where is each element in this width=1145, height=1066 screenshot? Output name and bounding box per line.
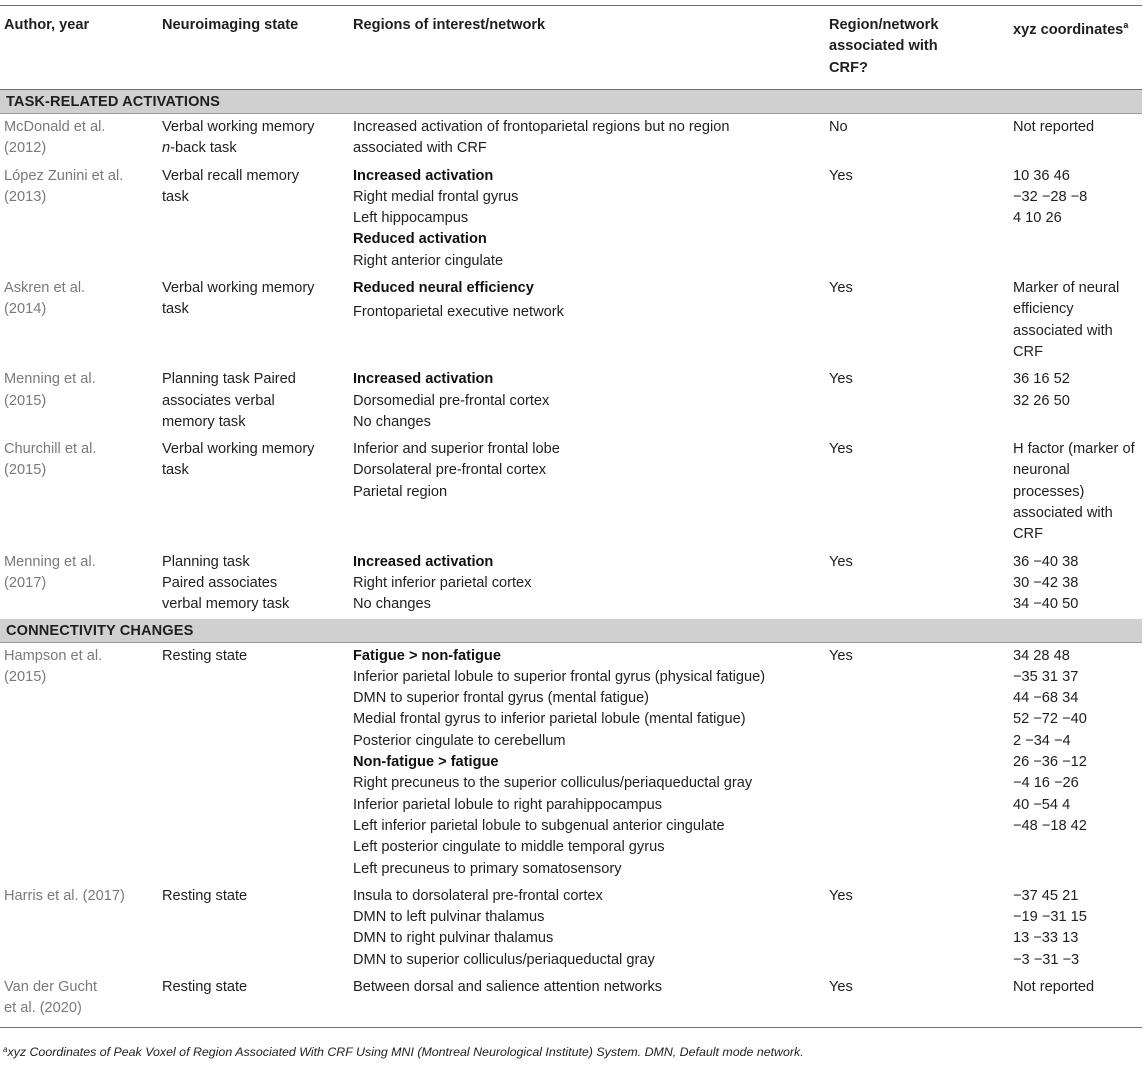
header-xyz xyxy=(1008,15,1145,89)
table-row xyxy=(0,114,1145,163)
region-subheading: Non-fatigue > fatigue xyxy=(353,754,499,771)
region-subheading: Increased activation xyxy=(353,167,494,184)
cell-crf: Yes xyxy=(829,887,853,904)
header-regions: Regions of interest/network xyxy=(353,17,546,33)
cell-author: Askren et al. (2014) xyxy=(4,280,86,318)
cell-regions: Increased activation of frontoparietal regions but no region associated with CRF xyxy=(353,119,730,157)
cell-regions: Insula to dorsolateral pre-frontal cortex DMN to left pulvinar thalamus DMN to right pulvinar thalamus DMN to superior colliculus/periaqueductal gray xyxy=(353,887,655,968)
cell-state: Planning task Paired associates verbal memory task xyxy=(162,553,290,613)
region-subheading: Reduced neural efficiency xyxy=(353,280,534,297)
cell-crf: Yes xyxy=(829,978,853,995)
cell-author: Van der Gucht et al. (2020) xyxy=(4,978,98,1017)
cell-crf: Yes xyxy=(829,647,853,664)
cell-author: McDonald et al. (2012) xyxy=(4,119,106,157)
table-row xyxy=(0,883,1145,974)
cell-regions: Increased activation Right medial frontal gyrus Left hippocampus Reduced activation Right anterior cingulate xyxy=(347,166,824,272)
header-author: Author, year xyxy=(4,17,90,33)
cell-xyz: 10 36 46 −32 −28 −8 4 10 26 xyxy=(1013,167,1088,227)
region-subheading: Fatigue > non-fatigue xyxy=(353,647,501,664)
cell-author: Menning et al. (2015) xyxy=(4,371,96,409)
table-bottom-rule xyxy=(0,1027,1142,1028)
cell-regions: Reduced neural efficiency Frontoparietal executive network xyxy=(347,278,824,363)
cell-state: Verbal working memory task xyxy=(162,441,315,479)
cell-xyz: Not reported xyxy=(1013,119,1095,135)
table-row xyxy=(0,549,1145,619)
cell-xyz: 36 −40 38 30 −42 38 34 −40 50 xyxy=(1013,553,1079,613)
cell-regions: Inferior and superior frontal lobe Dorsolateral pre-frontal cortex Parietal region xyxy=(353,441,560,500)
header-xyz-label: xyz coordinates xyxy=(1013,22,1124,38)
header-crf-line: CRF? xyxy=(829,59,868,76)
table-row xyxy=(0,366,1145,436)
cell-author: López Zunini et al. (2013) xyxy=(4,167,124,205)
table-row xyxy=(0,974,1145,1023)
cell-author: Menning et al. (2017) xyxy=(4,553,96,591)
section-connectivity: CONNECTIVITY CHANGES xyxy=(0,619,1142,643)
cell-xyz: Not reported xyxy=(1013,978,1095,995)
footnote-text: xyz Coordinates of Peak Voxel of Region Associated With CRF Using MNI (Montreal Neurological Institute) System. DMN, Default mode network. xyxy=(7,1045,804,1059)
cell-xyz: 34 28 48 −35 31 37 44 −68 34 52 −72 −40 2 −34 −4 26 −36 −12 −4 16 −26 40 −54 4 −48 −18 42 xyxy=(1013,647,1087,834)
cell-author: Churchill et al. (2015) xyxy=(4,441,97,479)
section-task-related: TASK-RELATED ACTIVATIONS xyxy=(0,90,1142,114)
table-row xyxy=(0,643,1145,883)
cell-crf: Yes xyxy=(829,553,853,570)
cell-state: Resting state xyxy=(162,978,248,995)
table-row xyxy=(0,436,1145,548)
cell-crf: Yes xyxy=(829,441,853,458)
region-subheading: Reduced activation xyxy=(353,231,487,248)
cell-regions: Fatigue > non-fatigue Inferior parietal lobule to superior frontal gyrus (physical fatigue) DMN to superior frontal gyrus (mental fatigue) Medial frontal gyrus to inferior parietal lobule (mental fatigue) Posterior cingulate to cerebellum Non-fatigue > fatigue Right precuneus to the superior colliculus/periaqueductal gray Inferior parietal lobule to right parahippocampus Left inferior parietal lobule to subgenual anterior cingulate Left posterior cingulate to middle temporal gyrus Left precuneus to primary somatosensory xyxy=(347,646,824,880)
cell-crf: No xyxy=(829,119,848,135)
cell-state: Resting state xyxy=(162,647,248,664)
cell-state: Verbal recall memory task xyxy=(162,167,300,205)
cell-state: Planning task Paired associates verbal memory task xyxy=(162,371,296,430)
cell-regions: Increased activation Right inferior parietal cortex No changes xyxy=(347,552,824,616)
cell-crf: Yes xyxy=(829,280,853,297)
cell-regions: Increased activation Dorsomedial pre-frontal cortex No changes xyxy=(347,369,824,433)
cell-author: Harris et al. (2017) xyxy=(4,887,125,904)
header-crf-line: associated with xyxy=(829,38,938,55)
region-subheading: Increased activation xyxy=(353,553,494,570)
header-state: Neuroimaging state xyxy=(162,17,299,33)
cell-xyz: −37 45 21 −19 −31 15 13 −33 13 −3 −31 −3 xyxy=(1013,887,1087,968)
table-row xyxy=(0,275,1145,366)
table-row xyxy=(0,163,1145,275)
cell-author: Hampson et al. (2015) xyxy=(4,647,103,685)
table-footnote xyxy=(3,1045,804,1059)
footnote-marker: a xyxy=(3,1045,8,1054)
cell-regions: Between dorsal and salience attention networks xyxy=(353,978,663,995)
region-subheading: Increased activation xyxy=(353,371,494,388)
cell-xyz: Marker of neural efficiency associated with CRF xyxy=(1013,280,1120,360)
cell-state: Verbal working memory task xyxy=(162,280,315,318)
cell-crf: Yes xyxy=(829,371,853,388)
nback-italic: n xyxy=(162,140,171,157)
header-crf-line: Region/network xyxy=(829,17,939,33)
cell-state: Resting state xyxy=(162,887,248,904)
table-header xyxy=(0,6,1145,89)
header-xyz-sup: a xyxy=(1123,20,1129,30)
cell-crf: Yes xyxy=(829,167,853,184)
cell-state: Verbal working memory n-back task xyxy=(162,119,315,157)
cell-xyz: 36 16 52 32 26 50 xyxy=(1013,371,1070,409)
header-crf xyxy=(824,15,1008,89)
cell-xyz: H factor (marker of neuronal processes) associated with CRF xyxy=(1013,441,1135,543)
